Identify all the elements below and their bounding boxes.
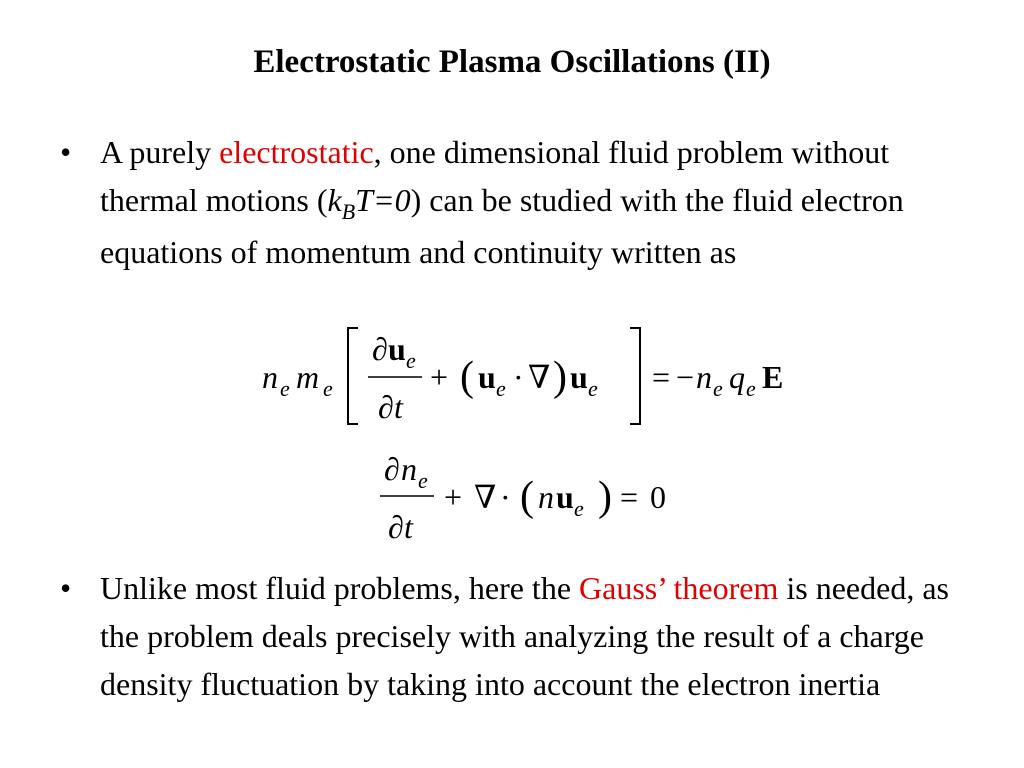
svg-text:e: e	[496, 376, 506, 401]
svg-text:e: e	[323, 376, 333, 401]
svg-text:e: e	[280, 376, 290, 401]
svg-text:n: n	[696, 359, 712, 395]
svg-text:): )	[598, 474, 612, 520]
svg-text:∂: ∂	[372, 331, 388, 367]
svg-text:t: t	[394, 389, 403, 425]
svg-text:e: e	[406, 348, 416, 373]
svg-text:): )	[553, 354, 567, 400]
bullet-text: Unlike most fluid problems, here the Gauss’ theorem is needed, as the problem deals precisely with analyzing the result of a charge density fluctuation by taking into account the electron inertia	[100, 570, 949, 702]
svg-text:e: e	[588, 376, 598, 401]
svg-text:t: t	[404, 509, 413, 545]
highlight-gauss-theorem: Gauss’ theorem	[579, 570, 779, 606]
svg-text:∇: ∇	[474, 479, 497, 515]
svg-text:−: −	[676, 359, 695, 395]
svg-text:=: =	[652, 359, 671, 395]
svg-text:0: 0	[650, 479, 666, 515]
svg-text:n: n	[262, 359, 278, 395]
svg-text:u: u	[478, 359, 496, 395]
svg-text:+: +	[444, 479, 463, 515]
svg-text:m: m	[296, 359, 320, 395]
svg-text:e: e	[574, 496, 584, 521]
slide-title: Electrostatic Plasma Oscillations (II)	[253, 44, 771, 80]
svg-text:+: +	[430, 359, 449, 395]
svg-text:∂: ∂	[378, 389, 394, 425]
bullet-item-2	[60, 564, 970, 708]
bullet-marker: •	[60, 134, 72, 170]
highlight-electrostatic: electrostatic	[219, 134, 374, 170]
svg-text:∇: ∇	[528, 359, 551, 395]
svg-text:n: n	[401, 451, 417, 487]
svg-text:e: e	[418, 468, 428, 493]
svg-text:(: (	[520, 474, 534, 520]
bullet-text: A purely electrostatic, one dimensional fluid problem without thermal motions $(k_BT=0)$ can be studied with the fluid electron equations of momentum and continuity written as	[100, 134, 904, 270]
svg-text:E: E	[762, 359, 784, 395]
svg-text:=: =	[620, 479, 639, 515]
svg-text:(: (	[460, 354, 474, 400]
svg-text:∂: ∂	[388, 509, 404, 545]
svg-text:e: e	[746, 376, 756, 401]
bullet-marker: •	[60, 570, 72, 606]
svg-text:u: u	[388, 331, 406, 367]
svg-text:e: e	[713, 376, 723, 401]
svg-text:·: ·	[500, 479, 511, 515]
svg-text:u: u	[556, 479, 574, 515]
svg-text:u: u	[570, 359, 588, 395]
svg-text:q: q	[729, 359, 745, 395]
svg-text:∂: ∂	[384, 451, 400, 487]
svg-text:·: ·	[513, 359, 524, 395]
svg-text:n: n	[538, 479, 554, 515]
